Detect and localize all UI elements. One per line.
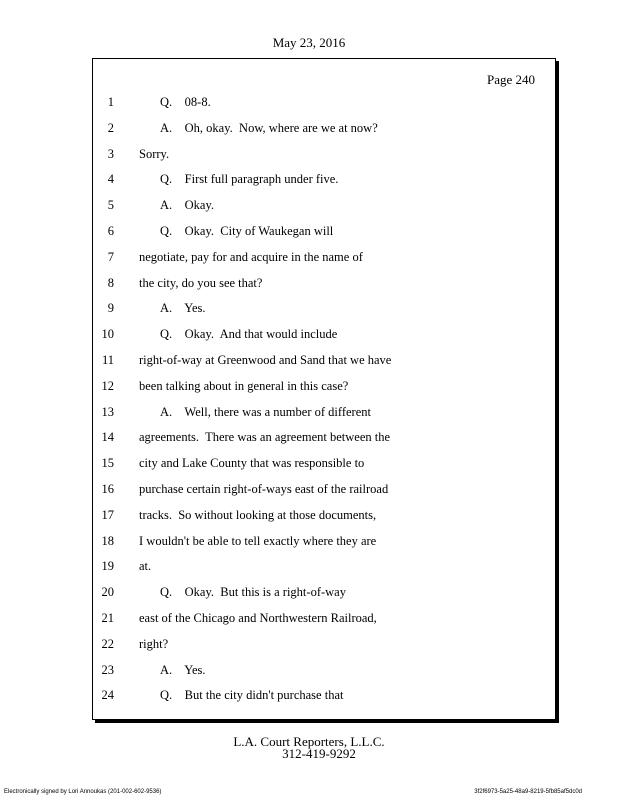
transcript-line: [0, 403, 560, 421]
transcript-line: [0, 609, 560, 627]
line-text: Q. Okay. And that would include: [160, 327, 338, 342]
line-text: purchase certain right-of-ways east of the railroad: [139, 482, 389, 496]
line-number: 18: [101, 533, 114, 548]
line-text: Q. But the city didn't purchase that: [160, 688, 344, 703]
line-text: tracks. So without looking at those documents,: [139, 507, 377, 522]
line-number: 20: [101, 585, 114, 600]
line-number: 14: [101, 430, 114, 445]
line-number: 22: [101, 636, 114, 651]
line-number: 3: [107, 146, 114, 161]
line-text: A. Oh, okay. Now, where are we at now?: [160, 120, 378, 135]
line-number: 21: [101, 611, 114, 625]
transcript-line: [0, 428, 560, 446]
transcript-line: [0, 222, 560, 240]
transcript-line: [0, 635, 560, 653]
line-text: right?: [139, 636, 169, 651]
line-number: 15: [101, 456, 114, 471]
line-text: Sorry.: [139, 146, 170, 161]
line-text: right-of-way at Greenwood and Sand that we have: [139, 353, 392, 367]
transcript-line: [0, 661, 560, 679]
line-text: Q. Okay. But this is a right-of-way: [160, 585, 346, 600]
line-number: 1: [107, 95, 114, 109]
transcript-line: [0, 583, 560, 601]
line-text: A. Yes.: [160, 301, 206, 316]
line-number: 23: [101, 662, 114, 677]
transcript-line: [0, 119, 560, 137]
transcript-line: [0, 506, 560, 524]
transcript-line: [0, 145, 560, 163]
transcript-line: [0, 480, 560, 498]
line-number: 17: [101, 507, 114, 522]
page-number: Page 240: [487, 72, 536, 87]
line-text: been talking about in general in this case?: [139, 378, 349, 393]
transcript-line: [0, 454, 560, 472]
line-number: 2: [107, 120, 114, 135]
transcript-line: [0, 299, 560, 317]
line-number: 8: [107, 275, 114, 290]
line-text: A. Yes.: [160, 662, 206, 677]
line-number: 9: [107, 301, 114, 316]
line-number: 19: [101, 559, 114, 574]
transcript-line: [0, 686, 560, 704]
transcript-line: [0, 170, 560, 188]
line-number: 13: [101, 404, 114, 419]
line-text: at.: [139, 559, 152, 574]
date-header: May 23, 2016: [272, 35, 346, 50]
transcript-line: [0, 325, 560, 343]
line-text: agreements. There was an agreement between the: [139, 430, 391, 445]
transcript-line: [0, 196, 560, 214]
line-number: 4: [107, 172, 114, 187]
line-text: A. Well, there was a number of different: [160, 404, 371, 419]
line-text: A. Okay.: [160, 198, 215, 213]
line-text: Q. Okay. City of Waukegan will: [160, 224, 334, 238]
line-text: I wouldn't be able to tell exactly where they are: [139, 533, 377, 548]
line-number: 16: [101, 482, 114, 496]
transcript-line: [0, 557, 560, 575]
transcript-line: [0, 248, 560, 266]
line-number: 5: [107, 198, 114, 213]
line-number: 24: [101, 688, 114, 703]
line-text: negotiate, pay for and acquire in the name of: [139, 249, 363, 264]
transcript-line: [0, 351, 560, 369]
transcript-line: [0, 93, 560, 111]
transcript-line: [0, 532, 560, 550]
line-number: 6: [107, 224, 114, 238]
footer-phone: 312-419-9292: [282, 746, 356, 761]
line-text: Q. 08-8.: [160, 95, 211, 109]
line-text: the city, do you see that?: [139, 275, 263, 290]
line-number: 12: [101, 378, 114, 393]
electronic-signature: Electronically signed by Lori Annoukas (201-002-602-9536): [4, 789, 162, 795]
line-number: 10: [101, 327, 114, 342]
line-text: Q. First full paragraph under five.: [160, 172, 339, 187]
line-text: east of the Chicago and Northwestern Railroad,: [139, 611, 377, 625]
line-number: 7: [107, 249, 114, 264]
line-number: 11: [101, 353, 114, 367]
transcript-line: [0, 274, 560, 292]
line-text: city and Lake County that was responsible to: [139, 456, 365, 471]
footer-company: L.A. Court Reporters, L.L.C.: [233, 734, 385, 749]
transcript-line: [0, 377, 560, 395]
document-hash: 3f2f6973-5a25-48a9-8219-5fb85af5dc0d: [474, 789, 582, 795]
